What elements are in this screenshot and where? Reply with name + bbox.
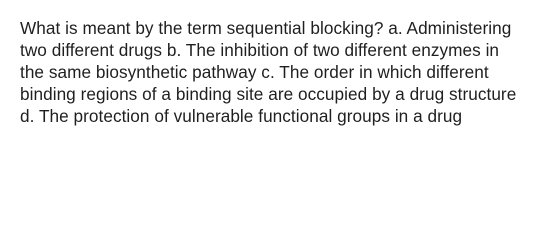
question-line-4: binding regions of a binding site are occupied by a drug structure xyxy=(20,84,517,105)
question-line-3: the same biosynthetic pathway c. The order in which different xyxy=(20,62,489,83)
question-text xyxy=(20,17,550,127)
question-line-1: What is meant by the term sequential blocking? a. Administering xyxy=(20,18,512,38)
question-line-5: d. The protection of vulnerable functional groups in a drug xyxy=(20,106,463,127)
question-line-2: two different drugs b. The inhibition of two different enzymes in xyxy=(20,40,500,61)
